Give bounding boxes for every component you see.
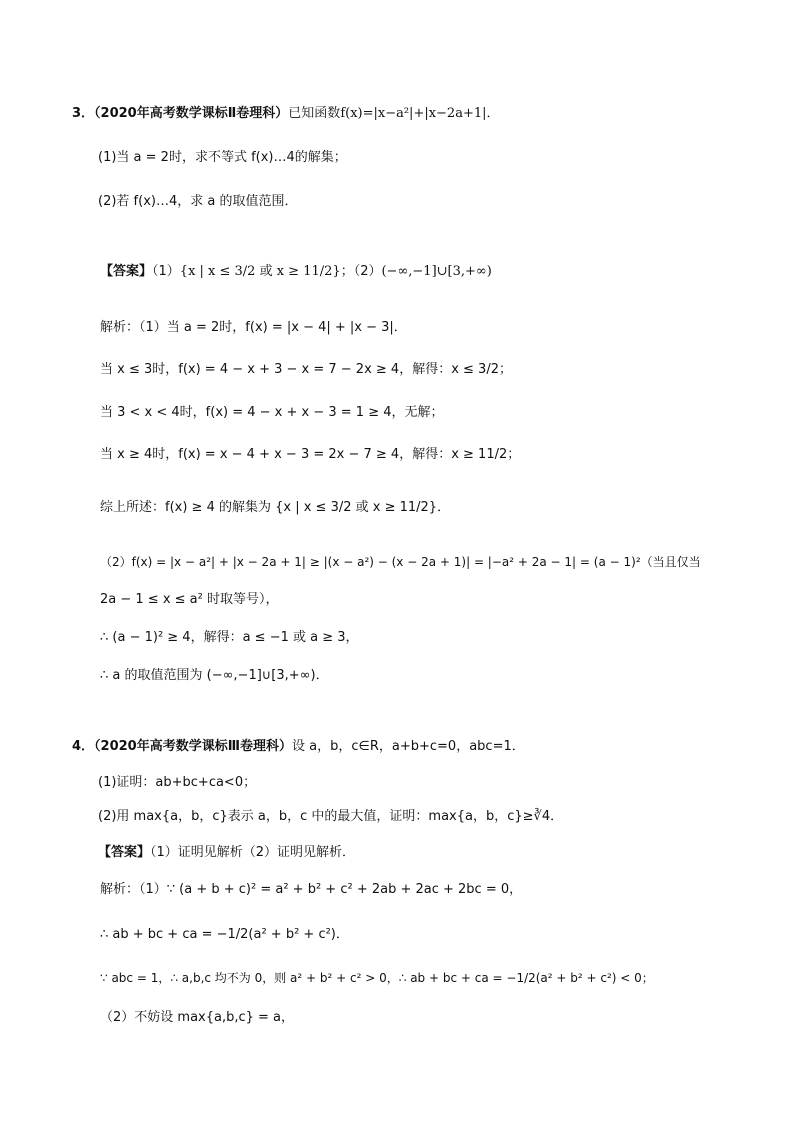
solution-4-line-2: ∴ ab + bc + ca = −1/2(a² + b² + c²)． — [100, 927, 349, 942]
problem-4-number: 4． — [72, 739, 95, 754]
problem-3-answer: 【答案】（1）{x | x ≤ 3/2 或 x ≥ 11/2}；（2）(−∞,−1]∪[3,+∞) — [100, 264, 492, 279]
answer-1-set: {x | x ≤ 3/2 或 x ≥ 11/2} — [179, 264, 341, 279]
problem-3-stem: 已知函数 — [288, 106, 341, 121]
problem-4-part2: (2)用 max{a，b，c}表示 a，b，c 中的最大值，证明：max{a，b，c}≥∛4． — [98, 809, 564, 824]
problem-4-source: （2020年高考数学课标Ⅲ卷理科） — [94, 739, 293, 754]
solution-3-line-6: （2）f(x) = |x − a²| + |x − 2a + 1| ≥ |(x − a²) − (x − 2a + 1)| = |−a² + 2a − 1| = (a − 1)²（当且仅当 — [100, 555, 701, 569]
solution-4-line-1: 解析：（1）∵ (a + b + c)² = a² + b² + c² + 2ab + 2ac + 2bc = 0， — [100, 882, 523, 897]
solution-3-line-3: 当 3 < x < 4时，f(x) = 4 − x + x − 3 = 1 ≥ 4，无解； — [100, 405, 444, 420]
solution-4-line-4: （2）不妨设 max{a,b,c} = a， — [100, 1010, 295, 1025]
problem-3-part2: (2)若 f(x)…4，求 a 的取值范围． — [98, 194, 298, 209]
solution-3-line-5: 综上所述：f(x) ≥ 4 的解集为 {x | x ≤ 3/2 或 x ≥ 11/2}． — [100, 500, 451, 515]
solution-3-line-7: 2a − 1 ≤ x ≤ a² 时取等号）， — [100, 592, 279, 607]
solution-3-line-9: ∴ a 的取值范围为 (−∞,−1]∪[3,+∞)． — [100, 668, 329, 683]
solution-3-line-8: ∴ (a − 1)² ≥ 4，解得：a ≤ −1 或 a ≥ 3， — [100, 630, 359, 645]
problem-3-function: f(x)=|x−a²|+|x−2a+1| — [340, 106, 487, 121]
problem-3-part1: (1)当 a = 2时，求不等式 f(x)…4的解集； — [98, 150, 347, 165]
problem-3-number: 3． — [72, 106, 95, 121]
answer-label: 【答案】 — [100, 264, 153, 279]
problem-4-stem: 设 a，b，c∈R，a+b+c=0，abc=1． — [292, 739, 525, 754]
solution-3-line-2: 当 x ≤ 3时，f(x) = 4 − x + 3 − x = 7 − 2x ≥ 4，解得：x ≤ 3/2； — [100, 362, 512, 377]
problem-4-header — [72, 737, 525, 757]
problem-4-part1: (1)证明：ab+bc+ca<0； — [98, 775, 257, 790]
solution-4-line-3: ∵ abc = 1，∴ a,b,c 均不为 0，则 a² + b² + c² > 0，∴ ab + bc + ca = −1/2(a² + b² + c²) < 0； — [100, 971, 654, 985]
problem-3-source: （2020年高考数学课标Ⅱ卷理科） — [94, 106, 289, 121]
problem-3-header: 3．（2020年高考数学课标Ⅱ卷理科）已知函数f(x)=|x−a²|+|x−2a+1|． — [72, 106, 500, 121]
answer-2-interval: (−∞,−1]∪[3,+∞) — [381, 264, 492, 279]
answer-label: 【答案】 — [98, 845, 151, 860]
problem-4-answer-text: （1）证明见解析（2）证明见解析． — [150, 845, 356, 860]
problem-4-answer — [98, 843, 355, 863]
solution-3-line-4: 当 x ≥ 4时，f(x) = x − 4 + x − 3 = 2x − 7 ≥ 4，解得：x ≥ 11/2； — [100, 447, 521, 462]
solution-3-line-1: 解析：（1）当 a = 2时，f(x) = |x − 4| + |x − 3|． — [100, 320, 407, 335]
